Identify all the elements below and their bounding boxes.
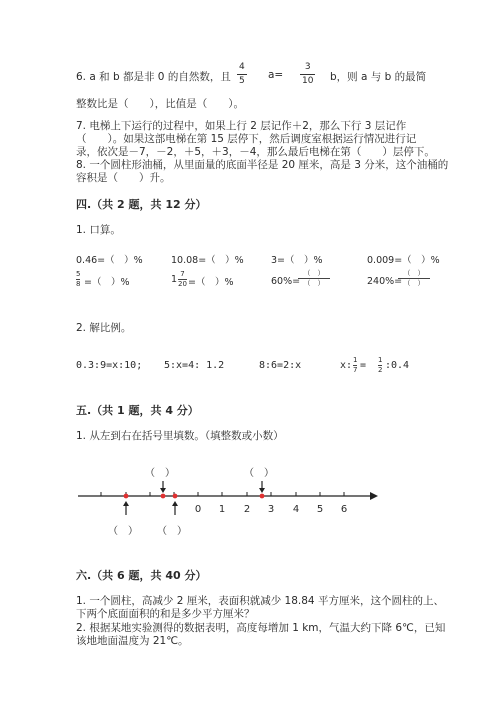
section-6-q1-line2: 下两个底面面积的和是多少平方厘米？ [76,608,255,620]
arrow-down-2-head [259,488,265,493]
tick-label-4: 4 [292,504,300,515]
oral-calc-5-fraction: 5 8 [76,270,81,288]
oral-calc-2: 10.08=（ ）% [171,255,244,266]
section-4-q1-title: 1. 口算。 [76,224,121,236]
number-line-arrowhead [370,492,378,500]
section-6-title: 六.（共 6 题，共 40 分） [76,569,207,582]
q8-line2: 容积是（ ）升。 [76,172,171,184]
q6-prefix: 6. a 和 b 都是非 0 的自然数，且 [76,71,231,83]
oral-calc-7-lead: 60%= [271,276,301,287]
q7-line3: 录，依次是－7，－2，＋5，＋3，－4，那么最后电梯在第（ ）层停下。 [76,146,435,158]
arrow-up-1-head [123,501,129,506]
q6-a-equals: a= [268,69,284,81]
q8-line1: 8. 一个圆柱形油桶，从里面量的底面半径是 20 厘米，高是 3 分米，这个油桶的 [76,159,449,171]
marker-point-2 [161,494,166,499]
proportion-4-fraction-1: 1 7 [353,356,358,374]
oral-calc-8-lead: 240%= [367,276,403,287]
q6-fraction-3-10: 3 10 [302,62,314,86]
tick-label-2: 2 [243,504,251,515]
proportion-4-fraction-2: 1 2 [378,356,383,374]
proportion-1: 0.3:9=x:10; [76,360,143,371]
oral-calc-1: 0.46=（ ）% [76,255,143,266]
section-4-title: 四.（共 2 题，共 12 分） [76,198,207,211]
oral-calc-6-fraction: 7 20 [178,270,187,288]
paren-below-1: （ ） [108,526,138,537]
oral-calc-5-rest: =（ ）% [84,277,130,288]
arrow-up-2-head [172,501,178,506]
proportion-2: 5:x=4: 1.2 [164,360,225,371]
tick-label-0: 0 [194,504,202,515]
paren-above-2: （ ） [244,468,274,479]
q6-suffix: b，则 a 与 b 的最简 [330,71,427,83]
oral-calc-4: 0.009=（ ）% [367,255,440,266]
marker-point-4 [260,494,265,499]
paren-below-2: （ ） [157,526,187,537]
section-6-q1-line1: 1. 一个圆柱，高减少 2 厘米，表面积就减少 18.84 平方厘米，这个圆柱的上、 [76,595,444,607]
section-4-q2-title: 2. 解比例。 [76,322,132,334]
proportion-4-equals: = [360,360,367,371]
section-6-q2-line1: 2. 根据某地实验测得的数据表明，高度每增加 1 km，气温大约下降 6℃，已知 [76,622,446,634]
paren-above-1: （ ） [145,468,175,479]
oral-calc-3: 3=（ ）% [271,255,323,266]
number-line-ticks [101,492,344,496]
q7-line1: 7. 电梯上下运行的过程中，如果上行 2 层记作＋2，那么下行 3 层记作 [76,120,407,132]
proportion-4-lead: x: [340,360,353,371]
tick-label-1: 1 [218,504,226,515]
section-5-title: 五.（共 1 题，共 4 分） [76,404,199,417]
marker-point-3 [173,494,178,499]
number-line-figure [0,455,500,555]
marker-point-1 [124,494,129,499]
tick-label-3: 3 [267,504,275,515]
arrow-down-1-head [160,488,166,493]
q6-fraction-4-5: 4 5 [239,62,245,86]
section-5-q1-title: 1. 从左到右在括号里填数。（填整数或小数） [76,430,284,442]
tick-label-6: 6 [340,504,348,515]
oral-calc-7-fraction: （ ） （ ） [298,270,330,287]
tick-label-5: 5 [316,504,324,515]
section-6-q2-line2: 该地地面温度为 21℃。 [76,635,189,647]
q7-line2: （ ）。如果这部电梯在第 15 层停下，然后调度室根据运行情况进行记 [76,133,417,145]
proportion-4-tail: :0.4 [385,360,410,371]
q6-line2: 整数比是（ ），比值是（ ）。 [76,98,244,110]
oral-calc-8-fraction: （ ） （ ） [398,270,430,287]
oral-calc-6-rest: =（ ）% [188,277,234,288]
oral-calc-6-whole: 1 [171,274,178,285]
proportion-3: 8:6=2:x [259,360,302,371]
